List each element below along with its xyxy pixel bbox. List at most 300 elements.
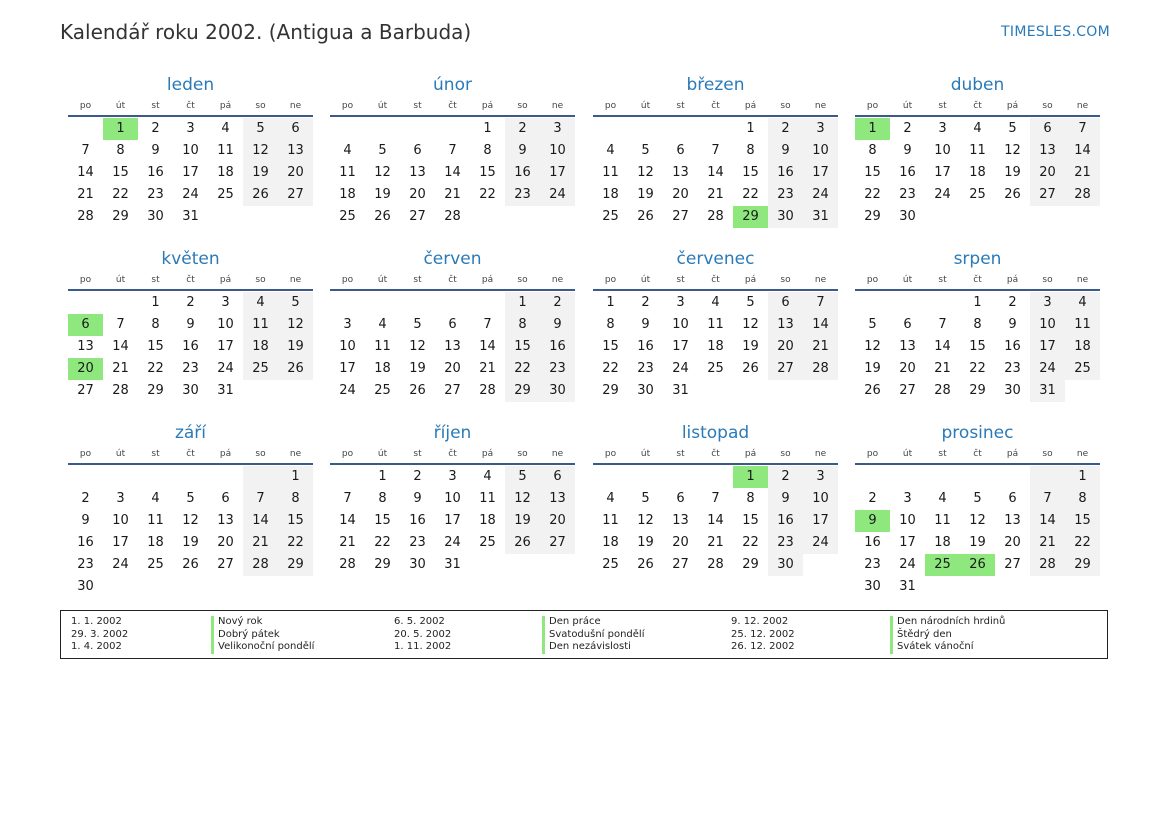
empty-day-cell	[278, 576, 313, 598]
day-cell: 2	[768, 118, 803, 140]
day-cell: 31	[672, 383, 689, 398]
weekday-label: so	[517, 101, 528, 111]
day-cell: 18	[602, 187, 619, 202]
weekday-label: so	[1042, 449, 1053, 459]
week-row	[330, 532, 575, 554]
day-cell: 18	[479, 513, 496, 528]
day-cell: 24	[444, 535, 461, 550]
empty-day-cell	[960, 576, 995, 598]
day-cell: 21	[243, 532, 278, 554]
day-cell: 10	[899, 513, 916, 528]
day-cell: 11	[1065, 314, 1100, 336]
weekday-label: po	[604, 275, 617, 285]
day-cell: 24	[899, 557, 916, 572]
day-cell: 1	[746, 121, 755, 136]
holiday-day-cell: 20	[68, 358, 103, 380]
weekday-label: pá	[219, 101, 232, 111]
day-cell: 17	[803, 162, 838, 184]
day-cell: 31	[217, 383, 234, 398]
month-8	[855, 248, 1100, 402]
day-cell: 24	[803, 532, 838, 554]
day-cell: 19	[969, 535, 986, 550]
day-cell: 2	[186, 295, 195, 310]
day-cell: 1	[1065, 466, 1100, 488]
day-cell: 15	[602, 339, 619, 354]
week-row	[855, 118, 1100, 140]
week-row	[855, 466, 1100, 488]
day-cell: 16	[182, 339, 199, 354]
day-cell: 2	[903, 121, 912, 136]
day-cell: 8	[116, 143, 125, 158]
day-cell: 31	[444, 557, 461, 572]
week-row	[855, 380, 1100, 402]
holiday-date: 9. 12. 2002	[731, 616, 789, 627]
weekday-label: so	[255, 101, 266, 111]
weekday-label: út	[377, 449, 388, 459]
week-row	[593, 380, 838, 402]
day-cell: 21	[479, 361, 496, 376]
week-row	[855, 184, 1100, 206]
weekday-label: po	[866, 101, 879, 111]
day-cell: 16	[505, 162, 540, 184]
weekday-label: čt	[711, 101, 720, 111]
day-cell: 6	[676, 491, 685, 506]
day-cell: 11	[934, 513, 951, 528]
month-12	[855, 422, 1100, 598]
holiday-name: Svatodušní pondělí	[542, 629, 644, 642]
day-cell: 18	[147, 535, 164, 550]
day-cell: 23	[768, 184, 803, 206]
weekday-label: ne	[1076, 449, 1089, 459]
day-cell: 17	[444, 513, 461, 528]
day-cell: 20	[899, 361, 916, 376]
empty-day-cell	[243, 380, 278, 402]
empty-day-cell	[925, 206, 960, 228]
day-cell: 10	[339, 339, 356, 354]
day-cell: 2	[81, 491, 90, 506]
week-row	[330, 162, 575, 184]
day-cell: 19	[182, 535, 199, 550]
empty-day-cell	[1030, 206, 1065, 228]
day-cell: 5	[378, 143, 387, 158]
empty-day-cell	[470, 554, 505, 576]
week-row	[68, 118, 313, 140]
day-cell: 6	[1030, 118, 1065, 140]
day-cell: 21	[707, 187, 724, 202]
day-cell: 11	[243, 314, 278, 336]
weekday-label: čt	[448, 449, 457, 459]
empty-day-cell	[540, 206, 575, 228]
day-cell: 19	[409, 361, 426, 376]
weekday-label: út	[640, 275, 651, 285]
empty-day-cell	[278, 206, 313, 228]
day-cell: 9	[81, 513, 90, 528]
day-cell: 15	[742, 165, 759, 180]
day-cell: 4	[378, 317, 387, 332]
day-cell: 12	[637, 513, 654, 528]
day-cell: 29	[969, 383, 986, 398]
day-cell: 25	[147, 557, 164, 572]
holiday-day-cell: 1	[855, 118, 890, 140]
day-cell: 27	[77, 383, 94, 398]
day-cell: 18	[602, 535, 619, 550]
day-cell: 15	[864, 165, 881, 180]
day-cell: 27	[409, 209, 426, 224]
weekday-label: so	[1042, 101, 1053, 111]
week-row	[855, 314, 1100, 336]
weekday-label: po	[79, 275, 92, 285]
day-cell: 14	[479, 339, 496, 354]
day-cell: 3	[903, 491, 912, 506]
month-4	[855, 74, 1100, 228]
day-cell: 9	[768, 488, 803, 510]
weekday-label: st	[676, 275, 685, 285]
day-cell: 9	[413, 491, 422, 506]
empty-day-cell	[435, 118, 470, 140]
day-cell: 12	[182, 513, 199, 528]
month-10	[330, 422, 575, 576]
day-cell: 13	[217, 513, 234, 528]
weekday-label: pá	[1006, 449, 1019, 459]
holiday-day-cell: 1	[733, 466, 768, 488]
week-row	[855, 510, 1100, 532]
holiday-date: 20. 5. 2002	[394, 628, 452, 640]
week-row	[593, 118, 838, 140]
day-cell: 19	[374, 187, 391, 202]
day-cell: 5	[641, 491, 650, 506]
holiday-name: Štědrý den	[890, 629, 1005, 642]
day-cell: 10	[672, 317, 689, 332]
day-cell: 12	[637, 165, 654, 180]
month-name: září	[174, 423, 207, 443]
day-cell: 26	[1004, 187, 1021, 202]
weekday-header	[68, 447, 313, 465]
weekday-label: pá	[1006, 275, 1019, 285]
day-cell: 29	[147, 383, 164, 398]
day-cell: 23	[540, 358, 575, 380]
holiday-date: 29. 3. 2002	[71, 628, 129, 640]
weekday-label: po	[866, 449, 879, 459]
day-cell: 9	[505, 140, 540, 162]
empty-day-cell	[995, 576, 1030, 598]
month-name: leden	[166, 75, 215, 95]
week-row	[593, 554, 838, 576]
weekday-label: ne	[1076, 101, 1089, 111]
empty-day-cell	[925, 466, 960, 488]
empty-day-cell	[435, 292, 470, 314]
day-cell: 13	[1004, 513, 1021, 528]
day-cell: 6	[676, 143, 685, 158]
weekday-label: čt	[711, 449, 720, 459]
week-row	[330, 488, 575, 510]
day-cell: 12	[1004, 143, 1021, 158]
day-cell: 25	[707, 361, 724, 376]
weekday-label: so	[1042, 275, 1053, 285]
day-cell: 6	[1008, 491, 1017, 506]
week-row	[855, 206, 1100, 228]
day-cell: 25	[374, 383, 391, 398]
day-cell: 12	[864, 339, 881, 354]
day-cell: 1	[278, 466, 313, 488]
day-cell: 4	[243, 292, 278, 314]
day-cell: 11	[147, 513, 164, 528]
day-cell: 26	[278, 358, 313, 380]
day-cell: 5	[413, 317, 422, 332]
weekday-label: so	[780, 101, 791, 111]
holiday-name: Dobrý pátek	[211, 629, 314, 642]
holiday-day-cell: 9	[855, 510, 890, 532]
day-cell: 22	[147, 361, 164, 376]
day-cell: 2	[413, 469, 422, 484]
day-cell: 28	[243, 554, 278, 576]
day-cell: 26	[182, 557, 199, 572]
day-cell: 27	[278, 184, 313, 206]
empty-day-cell	[698, 380, 733, 402]
day-cell: 28	[1065, 184, 1100, 206]
empty-day-cell	[138, 466, 173, 488]
day-cell: 27	[1004, 557, 1021, 572]
weekday-label: pá	[481, 449, 494, 459]
week-row	[593, 510, 838, 532]
day-cell: 20	[1004, 535, 1021, 550]
day-cell: 2	[641, 295, 650, 310]
day-cell: 10	[540, 140, 575, 162]
month-name: srpen	[953, 249, 1002, 269]
day-cell: 28	[803, 358, 838, 380]
day-cell: 8	[606, 317, 615, 332]
week-row	[855, 554, 1100, 576]
day-cell: 6	[768, 292, 803, 314]
day-cell: 20	[672, 535, 689, 550]
empty-day-cell	[243, 206, 278, 228]
weekday-label: so	[780, 275, 791, 285]
holiday-name: Den práce	[542, 616, 644, 629]
week-row	[68, 292, 313, 314]
empty-day-cell	[995, 206, 1030, 228]
weekday-label: st	[413, 449, 422, 459]
weekday-label: po	[866, 275, 879, 285]
weekday-label: čt	[186, 275, 195, 285]
day-cell: 24	[803, 184, 838, 206]
weekday-label: čt	[973, 449, 982, 459]
weekday-label: ne	[551, 449, 564, 459]
day-cell: 7	[1030, 488, 1065, 510]
empty-day-cell	[505, 206, 540, 228]
day-cell: 1	[973, 295, 982, 310]
weekday-label: čt	[448, 275, 457, 285]
day-cell: 26	[409, 383, 426, 398]
day-cell: 28	[934, 383, 951, 398]
day-cell: 3	[448, 469, 457, 484]
day-cell: 4	[343, 143, 352, 158]
day-cell: 29	[864, 209, 881, 224]
day-cell: 3	[343, 317, 352, 332]
day-cell: 25	[243, 358, 278, 380]
empty-day-cell	[803, 554, 838, 576]
day-cell: 11	[969, 143, 986, 158]
day-cell: 21	[444, 187, 461, 202]
day-cell: 25	[602, 557, 619, 572]
site-link[interactable]: TIMESLES.COM	[1001, 24, 1110, 40]
empty-day-cell	[1030, 466, 1065, 488]
day-cell: 23	[768, 532, 803, 554]
day-cell: 31	[182, 209, 199, 224]
legend-dates-column	[71, 616, 128, 654]
month-name: květen	[161, 249, 220, 269]
holiday-date: 1. 11. 2002	[394, 641, 452, 652]
day-cell: 27	[1030, 184, 1065, 206]
day-cell: 11	[602, 165, 619, 180]
day-cell: 14	[1030, 510, 1065, 532]
weekday-label: pá	[744, 449, 757, 459]
day-cell: 22	[479, 187, 496, 202]
day-cell: 16	[637, 339, 654, 354]
day-cell: 15	[505, 336, 540, 358]
day-cell: 16	[864, 535, 881, 550]
legend-dates-column	[731, 616, 795, 654]
holiday-day-cell: 29	[733, 206, 768, 228]
month-3	[593, 74, 838, 228]
day-cell: 8	[483, 143, 492, 158]
empty-day-cell	[505, 554, 540, 576]
month-name: červen	[423, 249, 482, 269]
day-cell: 4	[1065, 292, 1100, 314]
day-cell: 6	[448, 317, 457, 332]
empty-day-cell	[278, 380, 313, 402]
day-cell: 9	[540, 314, 575, 336]
weekday-label: st	[938, 449, 947, 459]
day-cell: 12	[409, 339, 426, 354]
weekday-header	[593, 99, 838, 117]
day-cell: 20	[409, 187, 426, 202]
weekday-header	[855, 99, 1100, 117]
day-cell: 29	[112, 209, 129, 224]
day-cell: 7	[243, 488, 278, 510]
day-cell: 18	[374, 361, 391, 376]
week-row	[68, 466, 313, 488]
weekday-label: čt	[973, 101, 982, 111]
empty-day-cell	[890, 466, 925, 488]
day-cell: 8	[973, 317, 982, 332]
day-cell: 13	[444, 339, 461, 354]
day-cell: 10	[444, 491, 461, 506]
week-row	[330, 336, 575, 358]
day-cell: 4	[483, 469, 492, 484]
week-row	[68, 532, 313, 554]
empty-day-cell	[1065, 576, 1100, 598]
week-row	[330, 292, 575, 314]
day-cell: 12	[243, 140, 278, 162]
day-cell: 21	[1065, 162, 1100, 184]
week-row	[68, 336, 313, 358]
weekday-header	[68, 99, 313, 117]
week-row	[593, 140, 838, 162]
day-cell: 26	[637, 557, 654, 572]
day-cell: 14	[934, 339, 951, 354]
weekday-label: čt	[186, 101, 195, 111]
day-cell: 7	[711, 491, 720, 506]
week-row	[330, 380, 575, 402]
day-cell: 27	[768, 358, 803, 380]
day-cell: 30	[768, 554, 803, 576]
day-cell: 22	[374, 535, 391, 550]
day-cell: 28	[112, 383, 129, 398]
day-cell: 3	[676, 295, 685, 310]
day-cell: 7	[448, 143, 457, 158]
page-title: Kalendář roku 2002. (Antigua a Barbuda)	[60, 20, 472, 44]
day-cell: 1	[505, 292, 540, 314]
empty-day-cell	[890, 292, 925, 314]
week-row	[593, 358, 838, 380]
week-row	[855, 162, 1100, 184]
day-cell: 10	[803, 488, 838, 510]
empty-day-cell	[400, 118, 435, 140]
day-cell: 29	[602, 383, 619, 398]
empty-day-cell	[470, 206, 505, 228]
day-cell: 12	[969, 513, 986, 528]
day-cell: 4	[221, 121, 230, 136]
day-cell: 27	[444, 383, 461, 398]
day-cell: 13	[1030, 140, 1065, 162]
day-cell: 25	[217, 187, 234, 202]
weekday-header	[330, 447, 575, 465]
month-7	[593, 248, 838, 402]
day-cell: 25	[969, 187, 986, 202]
month-name: březen	[686, 75, 745, 95]
day-cell: 14	[1065, 140, 1100, 162]
day-cell: 14	[444, 165, 461, 180]
weekday-label: po	[604, 101, 617, 111]
day-cell: 2	[1008, 295, 1017, 310]
day-cell: 28	[77, 209, 94, 224]
week-row	[593, 162, 838, 184]
empty-day-cell	[208, 466, 243, 488]
day-cell: 3	[186, 121, 195, 136]
weekday-label: út	[902, 449, 913, 459]
day-cell: 8	[746, 491, 755, 506]
day-cell: 1	[483, 121, 492, 136]
day-cell: 14	[112, 339, 129, 354]
empty-day-cell	[103, 466, 138, 488]
day-cell: 23	[899, 187, 916, 202]
day-cell: 21	[1030, 532, 1065, 554]
weekday-label: ne	[289, 275, 302, 285]
holiday-date: 26. 12. 2002	[731, 641, 795, 652]
day-cell: 27	[899, 383, 916, 398]
day-cell: 17	[217, 339, 234, 354]
weekday-label: ne	[551, 101, 564, 111]
holiday-date: 1. 4. 2002	[71, 641, 122, 652]
day-cell: 19	[243, 162, 278, 184]
day-cell: 16	[1004, 339, 1021, 354]
week-row	[68, 184, 313, 206]
day-cell: 13	[278, 140, 313, 162]
day-cell: 28	[707, 209, 724, 224]
day-cell: 15	[742, 513, 759, 528]
week-row	[330, 510, 575, 532]
week-row	[593, 184, 838, 206]
day-cell: 17	[672, 339, 689, 354]
day-cell: 30	[147, 209, 164, 224]
day-cell: 3	[803, 118, 838, 140]
day-cell: 22	[969, 361, 986, 376]
day-cell: 1	[378, 469, 387, 484]
empty-day-cell	[208, 576, 243, 598]
empty-day-cell	[768, 380, 803, 402]
day-cell: 23	[147, 187, 164, 202]
weekday-label: st	[151, 449, 160, 459]
empty-day-cell	[138, 576, 173, 598]
